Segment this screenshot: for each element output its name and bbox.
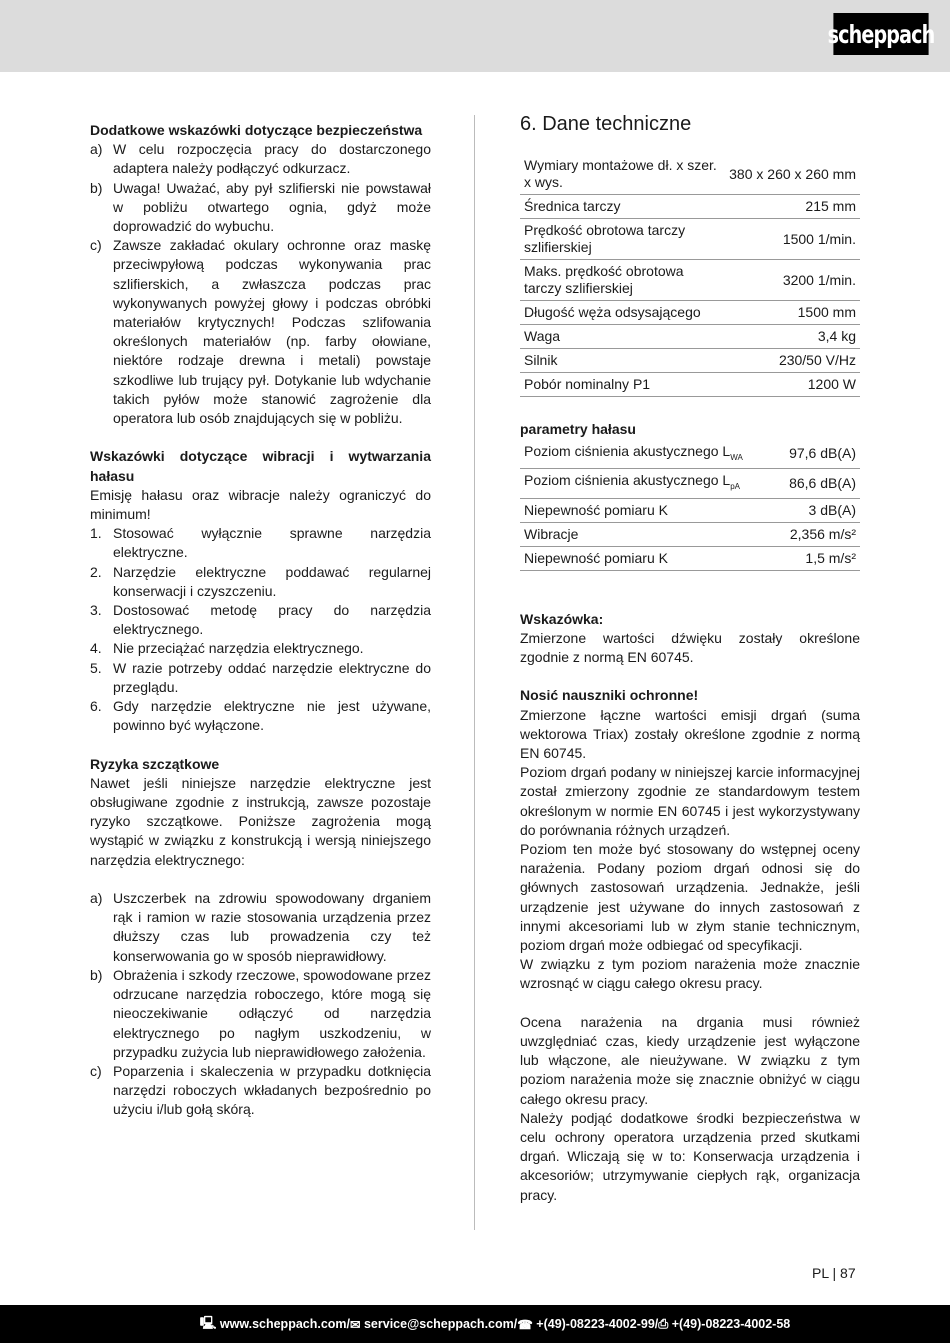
- param-label: Maks. prędkość obrotowa tarczy szlifierskiej: [524, 263, 684, 297]
- section-heading: Dodatkowe wskazówki dotyczące bezpieczeństwa: [90, 122, 423, 138]
- list-marker: c): [90, 237, 102, 254]
- list-item: [90, 659, 431, 697]
- param-label: Wibracje: [524, 526, 579, 543]
- param-name: [520, 325, 725, 349]
- param-value: 1500 1/min.: [725, 219, 860, 260]
- list-item: [90, 524, 431, 562]
- param-label: Prędkość obrotowa tarczy szlifierskiej: [524, 222, 686, 256]
- list-item: [90, 1062, 431, 1120]
- section-heading: Wskazówka:: [520, 610, 604, 627]
- safety-list: [90, 140, 431, 428]
- list-item: [90, 697, 431, 735]
- param-name: [520, 469, 776, 499]
- param-name: [520, 195, 725, 219]
- page-number: [812, 1265, 856, 1281]
- list-item: [90, 563, 431, 601]
- param-label: Poziom ciśnienia akustycznego L: [524, 442, 731, 459]
- list-marker: c): [90, 1062, 102, 1079]
- paragraph: Zmierzone wartości dźwięku zostały określone zgodnie z normą EN 60745.: [520, 629, 860, 665]
- list-text: Gdy narzędzie elektryczne nie jest używane, powinno być wyłączone.: [113, 698, 431, 734]
- noise-table: [520, 440, 860, 572]
- param-name: [520, 373, 725, 397]
- param-label: Wymiary montażowe dł. x szer. x wys.: [524, 157, 717, 191]
- fax-icon: ⎙: [658, 1316, 672, 1331]
- param-value: 2,356 m/s²: [776, 523, 860, 547]
- param-label: Poziom ciśnienia akustycznego L: [524, 472, 731, 489]
- param-value: 1200 W: [725, 373, 860, 397]
- param-value: 1,5 m/s²: [776, 547, 860, 571]
- list-marker: 3.: [90, 602, 102, 619]
- list-text: Nie przeciążać narzędzia elektrycznego.: [113, 640, 364, 657]
- table-row: [520, 301, 860, 325]
- list-item: [90, 179, 431, 237]
- subscript: pA: [730, 482, 741, 492]
- phone-number: +(49)-08223-4002-99: [536, 1317, 655, 1331]
- table-row: [520, 154, 860, 195]
- list-text: Uwaga! Uważać, aby pył szlifierski nie powstawał w pobliżu otwartego ognia, gdyż może doprowadzić do wybuchu.: [113, 179, 431, 235]
- param-label: Silnik: [524, 352, 558, 369]
- separator: /: [513, 1317, 518, 1331]
- table-row: [520, 523, 860, 547]
- paragraph: Nawet jeśli niniejsze narzędzie elektryczne jest obsługiwane zgodnie z instrukcją, zawsze pozostaje ryzyko szczątkowe. Poniższe zagrożenia mogą wystąpić w związku z konstrukcją i wersją niniejszego narzędzia elektrycznego:: [90, 774, 431, 868]
- list-marker: b): [90, 179, 103, 196]
- list-marker: 6.: [90, 698, 102, 715]
- footer: [0, 1305, 950, 1343]
- param-value: 215 mm: [725, 195, 860, 219]
- list-marker: a): [90, 141, 103, 158]
- table-row: [520, 195, 860, 219]
- list-marker: 5.: [90, 659, 102, 676]
- param-name: [520, 154, 725, 195]
- list-marker: 2.: [90, 563, 102, 580]
- separator: /: [346, 1317, 351, 1331]
- subscript: WA: [730, 452, 743, 462]
- left-column: [90, 121, 431, 1120]
- list-text: Poparzenia i skaleczenia w przypadku dotknięcia narzędzi roboczych wkładanych bezpośrednio po użyciu i/lub gołą skórą.: [113, 1062, 431, 1118]
- website-link[interactable]: www.scheppach.com: [219, 1317, 347, 1331]
- phone-icon: ☎: [517, 1317, 537, 1332]
- paragraph: Poziom ten może być stosowany do wstępnej oceny narażenia. Podany poziom drgań odnosi się do głównych zastosowań urządzenia. Jednakże, jeśli urządzenie jest używane do innych zastosowań z innymi akcesoriami lub w złym stanie technicznym, poziom drgań może odbiegać od specyfikacji.: [520, 840, 860, 953]
- list-text: Stosować wyłącznie sprawne narzędzia elektryczne.: [113, 525, 431, 561]
- param-name: [520, 301, 725, 325]
- param-label: Niepewność pomiaru K: [524, 550, 668, 567]
- param-value: 3,4 kg: [725, 325, 860, 349]
- param-label: Niepewność pomiaru K: [524, 502, 668, 519]
- table-row: [520, 219, 860, 260]
- param-value: 86,6 dB(A): [776, 469, 860, 499]
- section-heading: parametry hałasu: [520, 421, 636, 438]
- table-row: [520, 440, 860, 469]
- paragraph: Należy podjąć dodatkowe środki bezpieczeństwa w celu ochrony operatora urządzenia przed skutkami drgań. Wliczają się w to: Konserwacja urządzenia i akcesoriów; utrzymywanie ciepłych rąk, organizacja pracy.: [520, 1109, 860, 1203]
- param-value: 3200 1/min.: [725, 260, 860, 301]
- paragraph: Poziom drgań podany w niniejszej karcie informacyjnej został zmierzony zgodnie ze standardowym testem określonym w normie EN 60745 i jest wykorzystywany do porównania różnych urządzeń.: [520, 764, 860, 838]
- list-item: [90, 889, 431, 966]
- mail-icon: ✉: [350, 1317, 364, 1332]
- list-text: Dostosować metodę pracy do narzędzia elektrycznego.: [113, 602, 431, 638]
- paragraph: Zmierzone łączne wartości emisji drgań (suma wektorowa Triax) zostały określone zgodnie z normą EN 60745.: [520, 706, 860, 761]
- right-column: [520, 115, 860, 1205]
- param-label: Waga: [524, 328, 561, 345]
- table-row: [520, 469, 860, 499]
- page-title: 6. Dane techniczne: [520, 113, 692, 135]
- param-name: [520, 260, 725, 301]
- list-marker: a): [90, 890, 103, 907]
- param-name: [520, 440, 776, 469]
- section-heading: Nosić nauszniki ochronne!: [520, 687, 699, 704]
- separator: /: [654, 1317, 659, 1331]
- param-name: [520, 523, 776, 547]
- param-name: [520, 349, 725, 373]
- scheppach-logo: scheppach: [833, 13, 928, 55]
- paragraph: Emisję hałasu oraz wibracje należy ograniczyć do minimum!: [90, 486, 431, 523]
- column-divider: [474, 115, 475, 1230]
- table-row: [520, 373, 860, 397]
- list-text: W razie potrzeby oddać narzędzie elektryczne do przeglądu.: [113, 659, 431, 695]
- param-name: [520, 219, 725, 260]
- computer-icon: 🖳︎: [199, 1315, 220, 1330]
- param-name: [520, 547, 776, 571]
- param-value: 230/50 V/Hz: [725, 349, 860, 373]
- table-row: [520, 547, 860, 571]
- list-item: [90, 236, 431, 428]
- param-value: 380 x 260 x 260 mm: [725, 154, 860, 195]
- list-item: [90, 639, 431, 658]
- param-label: Średnica tarczy: [524, 198, 621, 215]
- list-text: Zawsze zakładać okulary ochronne oraz maskę przeciwpyłową podczas wykonywania prac szlifierskich, a zwłaszcza podczas prac wykonywanych powyżej głowy i podczas obróbki materiałów krytycznych! Podczas szlifowania określonych materiałów (np. farby ołowiane, niektóre rodzaje drewna i metali) powstaje szkodliwe lub trujący pył. Dotykanie lub wdychanie takich pyłów może stanowić zagrożenie dla operatora lub osób znajdujących się w pobliżu.: [113, 237, 431, 427]
- table-row: [520, 325, 860, 349]
- vibration-list: [90, 524, 431, 735]
- page-num: 87: [840, 1265, 856, 1281]
- section-heading: Wskazówki dotyczące wibracji i wytwarzania hałasu: [90, 448, 431, 484]
- list-marker: b): [90, 966, 103, 983]
- param-label: Pobór nominalny P1: [524, 376, 651, 393]
- table-row: [520, 349, 860, 373]
- list-item: [90, 140, 431, 178]
- param-value: 3 dB(A): [776, 499, 860, 523]
- list-text: W celu rozpoczęcia pracy do dostarczonego adaptera należy podłączyć odkurzacz.: [113, 141, 431, 177]
- paragraph: W związku z tym poziom narażenia może znacznie wzrosnąć w ciągu całego okresu pracy.: [520, 956, 860, 992]
- list-marker: 4.: [90, 640, 102, 657]
- email-link[interactable]: service@scheppach.com: [363, 1317, 514, 1331]
- list-marker: 1.: [90, 525, 102, 542]
- list-item: [90, 966, 431, 1062]
- paragraph: Ocena narażenia na drgania musi również uwzględniać czas, kiedy urządzenie jest wyłączone lub włączone, ale nieużywane. W związku z tym poziom narażenia może się znacznie obniżyć w ciągu całego okresu pracy.: [520, 1013, 860, 1107]
- list-item: [90, 601, 431, 639]
- param-value: 1500 mm: [725, 301, 860, 325]
- separator: |: [832, 1265, 837, 1281]
- param-value: 97,6 dB(A): [776, 440, 860, 469]
- table-row: [520, 260, 860, 301]
- residual-risk-list: [90, 889, 431, 1119]
- tech-data-table: [520, 154, 860, 397]
- top-bar: [0, 0, 950, 72]
- param-label: Długość węża odsysającego: [524, 304, 701, 321]
- list-text: Obrażenia i szkody rzeczowe, spowodowane przez odrzucane narzędzia roboczego, które mogą się nieoczekiwanie odłączyć od narzędzia elektrycznego po nagłym uszkodzeniu, w przypadku zużycia lub nieprawidłowego założenia.: [113, 966, 431, 1060]
- section-heading: Ryzyka szczątkowe: [90, 755, 220, 772]
- fax-number: +(49)-08223-4002-58: [671, 1317, 791, 1331]
- language-code: PL: [812, 1265, 829, 1281]
- list-text: Narzędzie elektryczne poddawać regularnej konserwacji i czyszczeniu.: [113, 563, 431, 599]
- param-name: [520, 499, 776, 523]
- list-text: Uszczerbek na zdrowiu spowodowany drganiem rąk i ramion w razie stosowania urządzenia przez dłuższy czas lub prowadzenia czy też konserwowania go w sposób nieprawidłowy.: [113, 890, 431, 964]
- table-row: [520, 499, 860, 523]
